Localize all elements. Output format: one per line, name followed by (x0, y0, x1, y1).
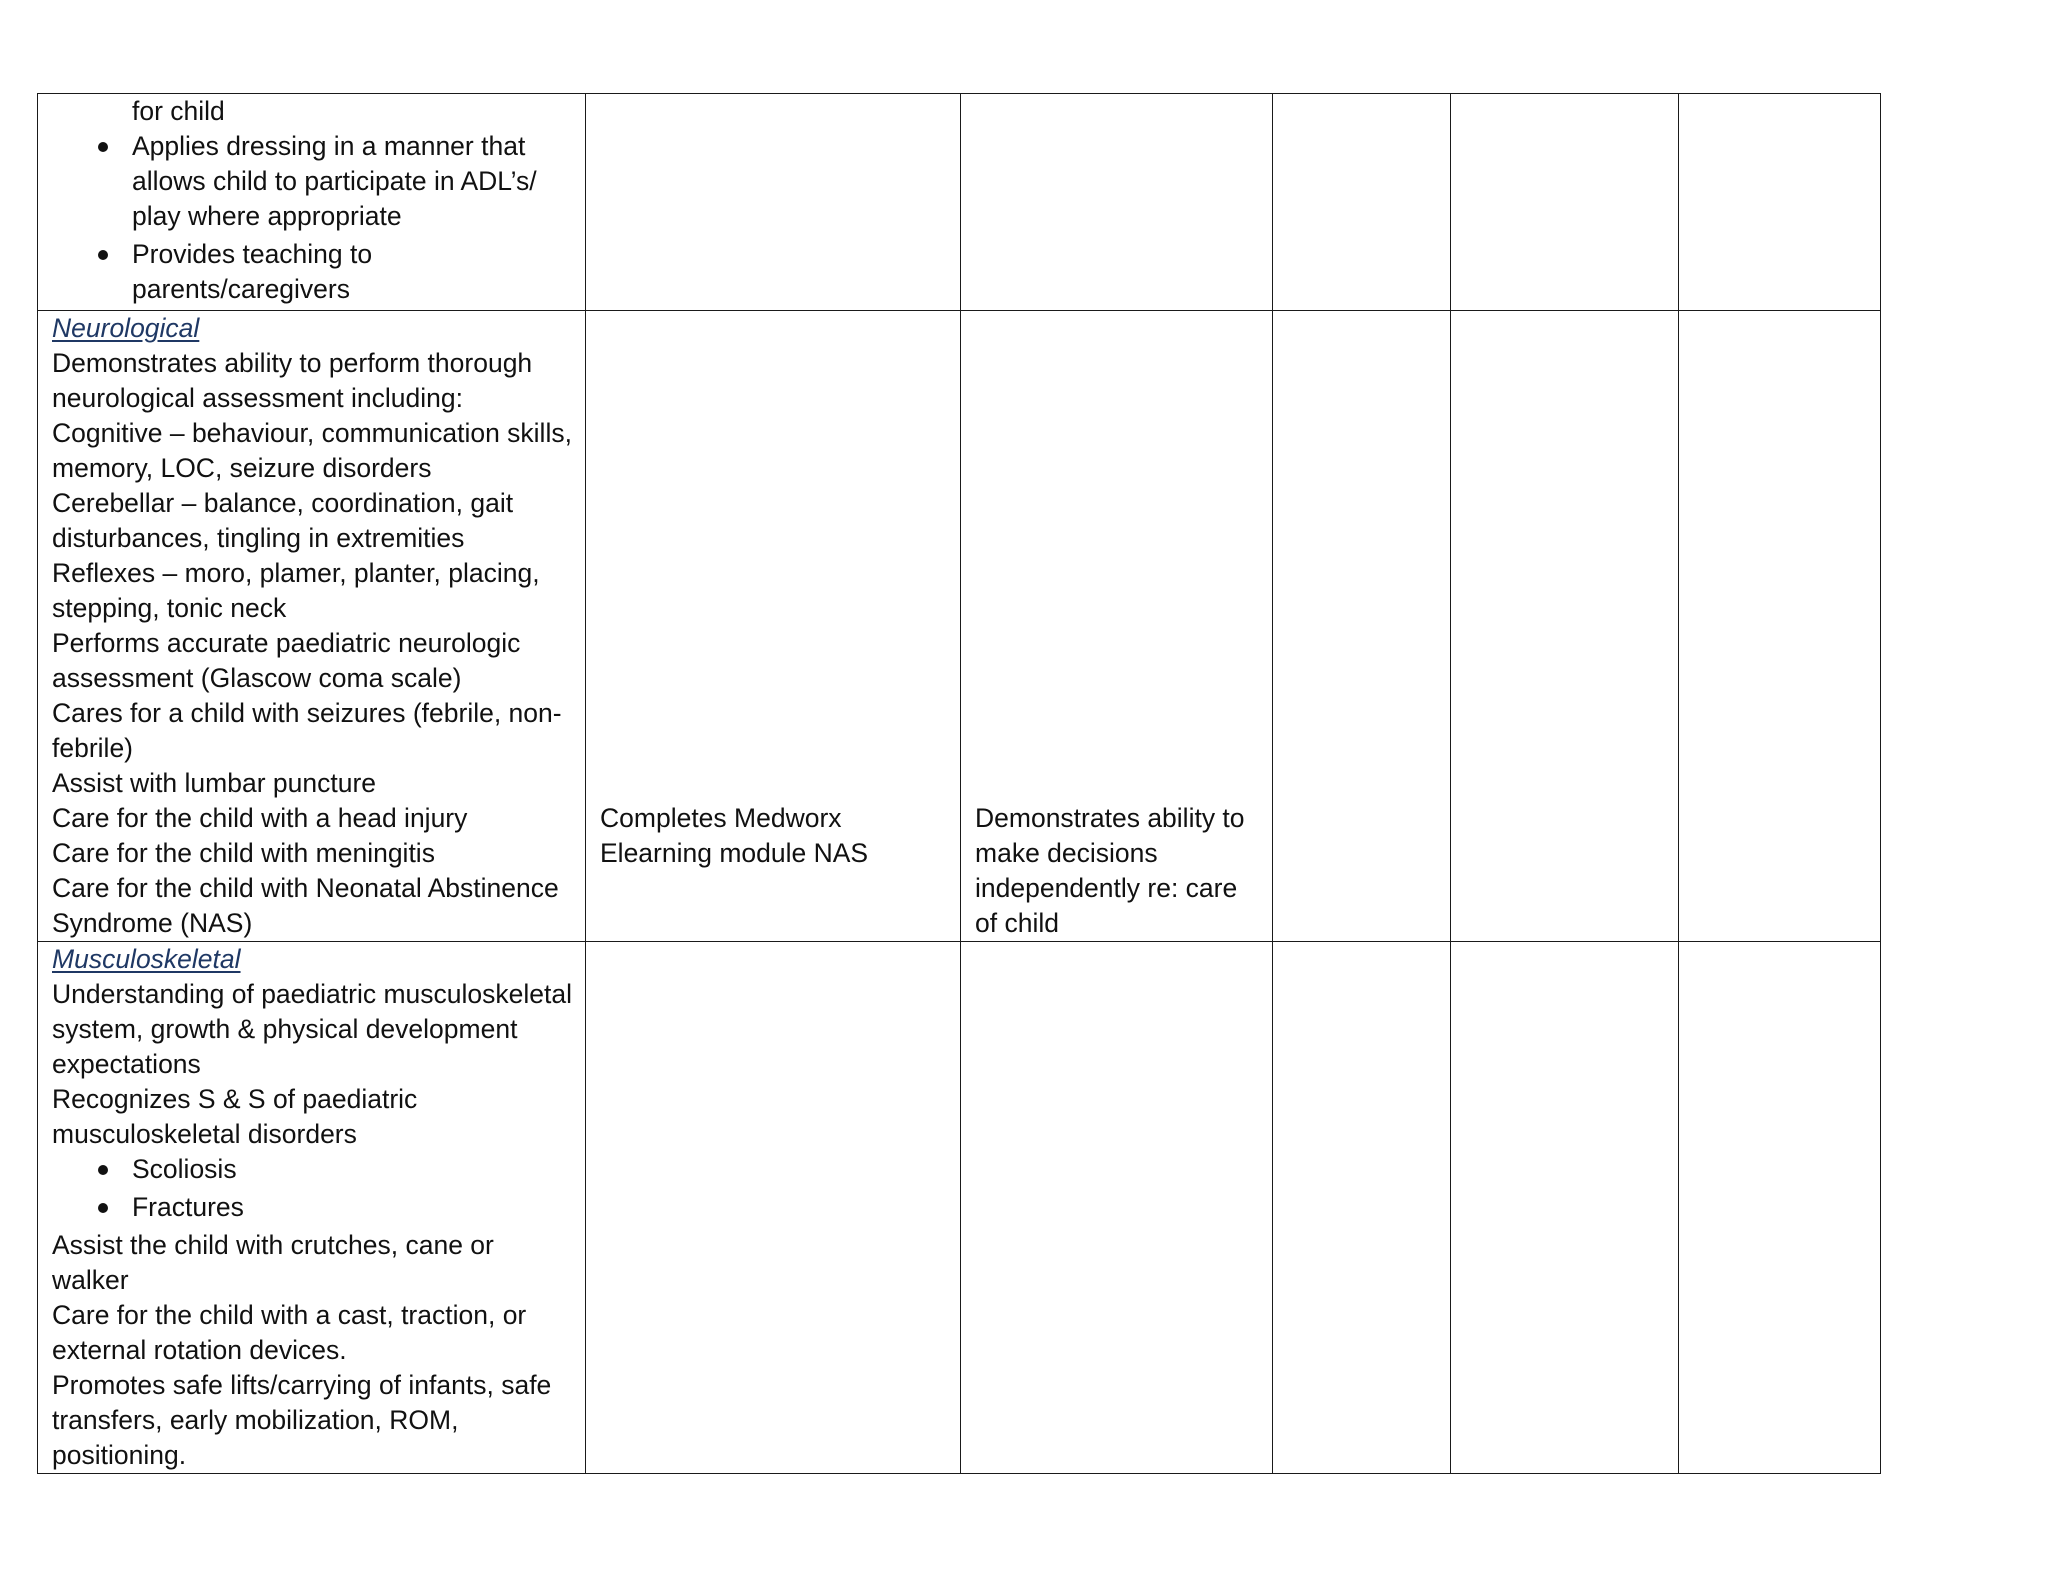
table-row (38, 311, 1881, 942)
outcome-cell (961, 942, 1273, 1474)
blank-cell (1273, 942, 1451, 1474)
bullet-list (52, 1152, 577, 1225)
outcome-text: Demonstrates ability to make decisions independently re: care of child (975, 803, 1245, 938)
list-item: Applies dressing in a manner that allows child to participate in ADL’s/ play where appropriate (52, 129, 577, 234)
text-line: Promotes safe lifts/carrying of infants, safe transfers, early mobilization, ROM, positioning. (52, 1370, 552, 1470)
blank-cell (1679, 942, 1881, 1474)
text-line: Care for the child with a head injury (52, 803, 468, 833)
list-item: Scoliosis (52, 1152, 577, 1187)
table-row (38, 94, 1881, 311)
section-heading-neurological: Neurological (52, 313, 200, 343)
blank-cell (1273, 311, 1451, 942)
bullet-list (52, 129, 577, 307)
skill-cell (38, 311, 586, 942)
text-line: Care for the child with Neonatal Abstinence Syndrome (NAS) (52, 873, 559, 938)
blank-cell (1451, 94, 1679, 311)
skill-cell (38, 942, 586, 1474)
bullet-icon (98, 1203, 108, 1213)
text-line: Performs accurate paediatric neurologic assessment (Glascow coma scale) (52, 628, 521, 693)
skill-cell (38, 94, 586, 311)
text-line: Assist with lumbar puncture (52, 768, 377, 798)
text-line: Understanding of paediatric musculoskeletal system, growth & physical development expectations (52, 979, 572, 1079)
blank-cell (1273, 94, 1451, 311)
resource-text: Completes Medworx Elearning module NAS (600, 803, 869, 868)
text-line: Cognitive – behaviour, communication skills, memory, LOC, seizure disorders (52, 418, 572, 483)
text-line: Care for the child with meningitis (52, 838, 435, 868)
text-line: Care for the child with a cast, traction, or external rotation devices. (52, 1300, 527, 1365)
resource-cell (586, 942, 961, 1474)
competency-table (37, 93, 1881, 1474)
continued-text: for child (132, 96, 225, 126)
bullet-icon (98, 142, 108, 152)
text-line: Reflexes – moro, plamer, planter, placing, stepping, tonic neck (52, 558, 540, 623)
text-line: Assist the child with crutches, cane or walker (52, 1230, 494, 1295)
list-item: Fractures (52, 1190, 577, 1225)
outcome-cell (961, 311, 1273, 942)
blank-cell (1451, 942, 1679, 1474)
outcome-cell (961, 94, 1273, 311)
blank-cell (1451, 311, 1679, 942)
text-line: Cares for a child with seizures (febrile, non-febrile) (52, 698, 562, 763)
blank-cell (1679, 311, 1881, 942)
resource-cell (586, 311, 961, 942)
bullet-icon (98, 250, 108, 260)
blank-cell (1679, 94, 1881, 311)
resource-cell (586, 94, 961, 311)
text-line: Cerebellar – balance, coordination, gait disturbances, tingling in extremities (52, 488, 514, 553)
list-item: Provides teaching to parents/caregivers (52, 237, 577, 307)
bullet-icon (98, 1165, 108, 1175)
text-line: Demonstrates ability to perform thorough neurological assessment including: (52, 348, 533, 413)
text-line: Recognizes S & S of paediatric musculoskeletal disorders (52, 1084, 418, 1149)
table-row (38, 942, 1881, 1474)
section-heading-musculoskeletal: Musculoskeletal (52, 944, 241, 974)
